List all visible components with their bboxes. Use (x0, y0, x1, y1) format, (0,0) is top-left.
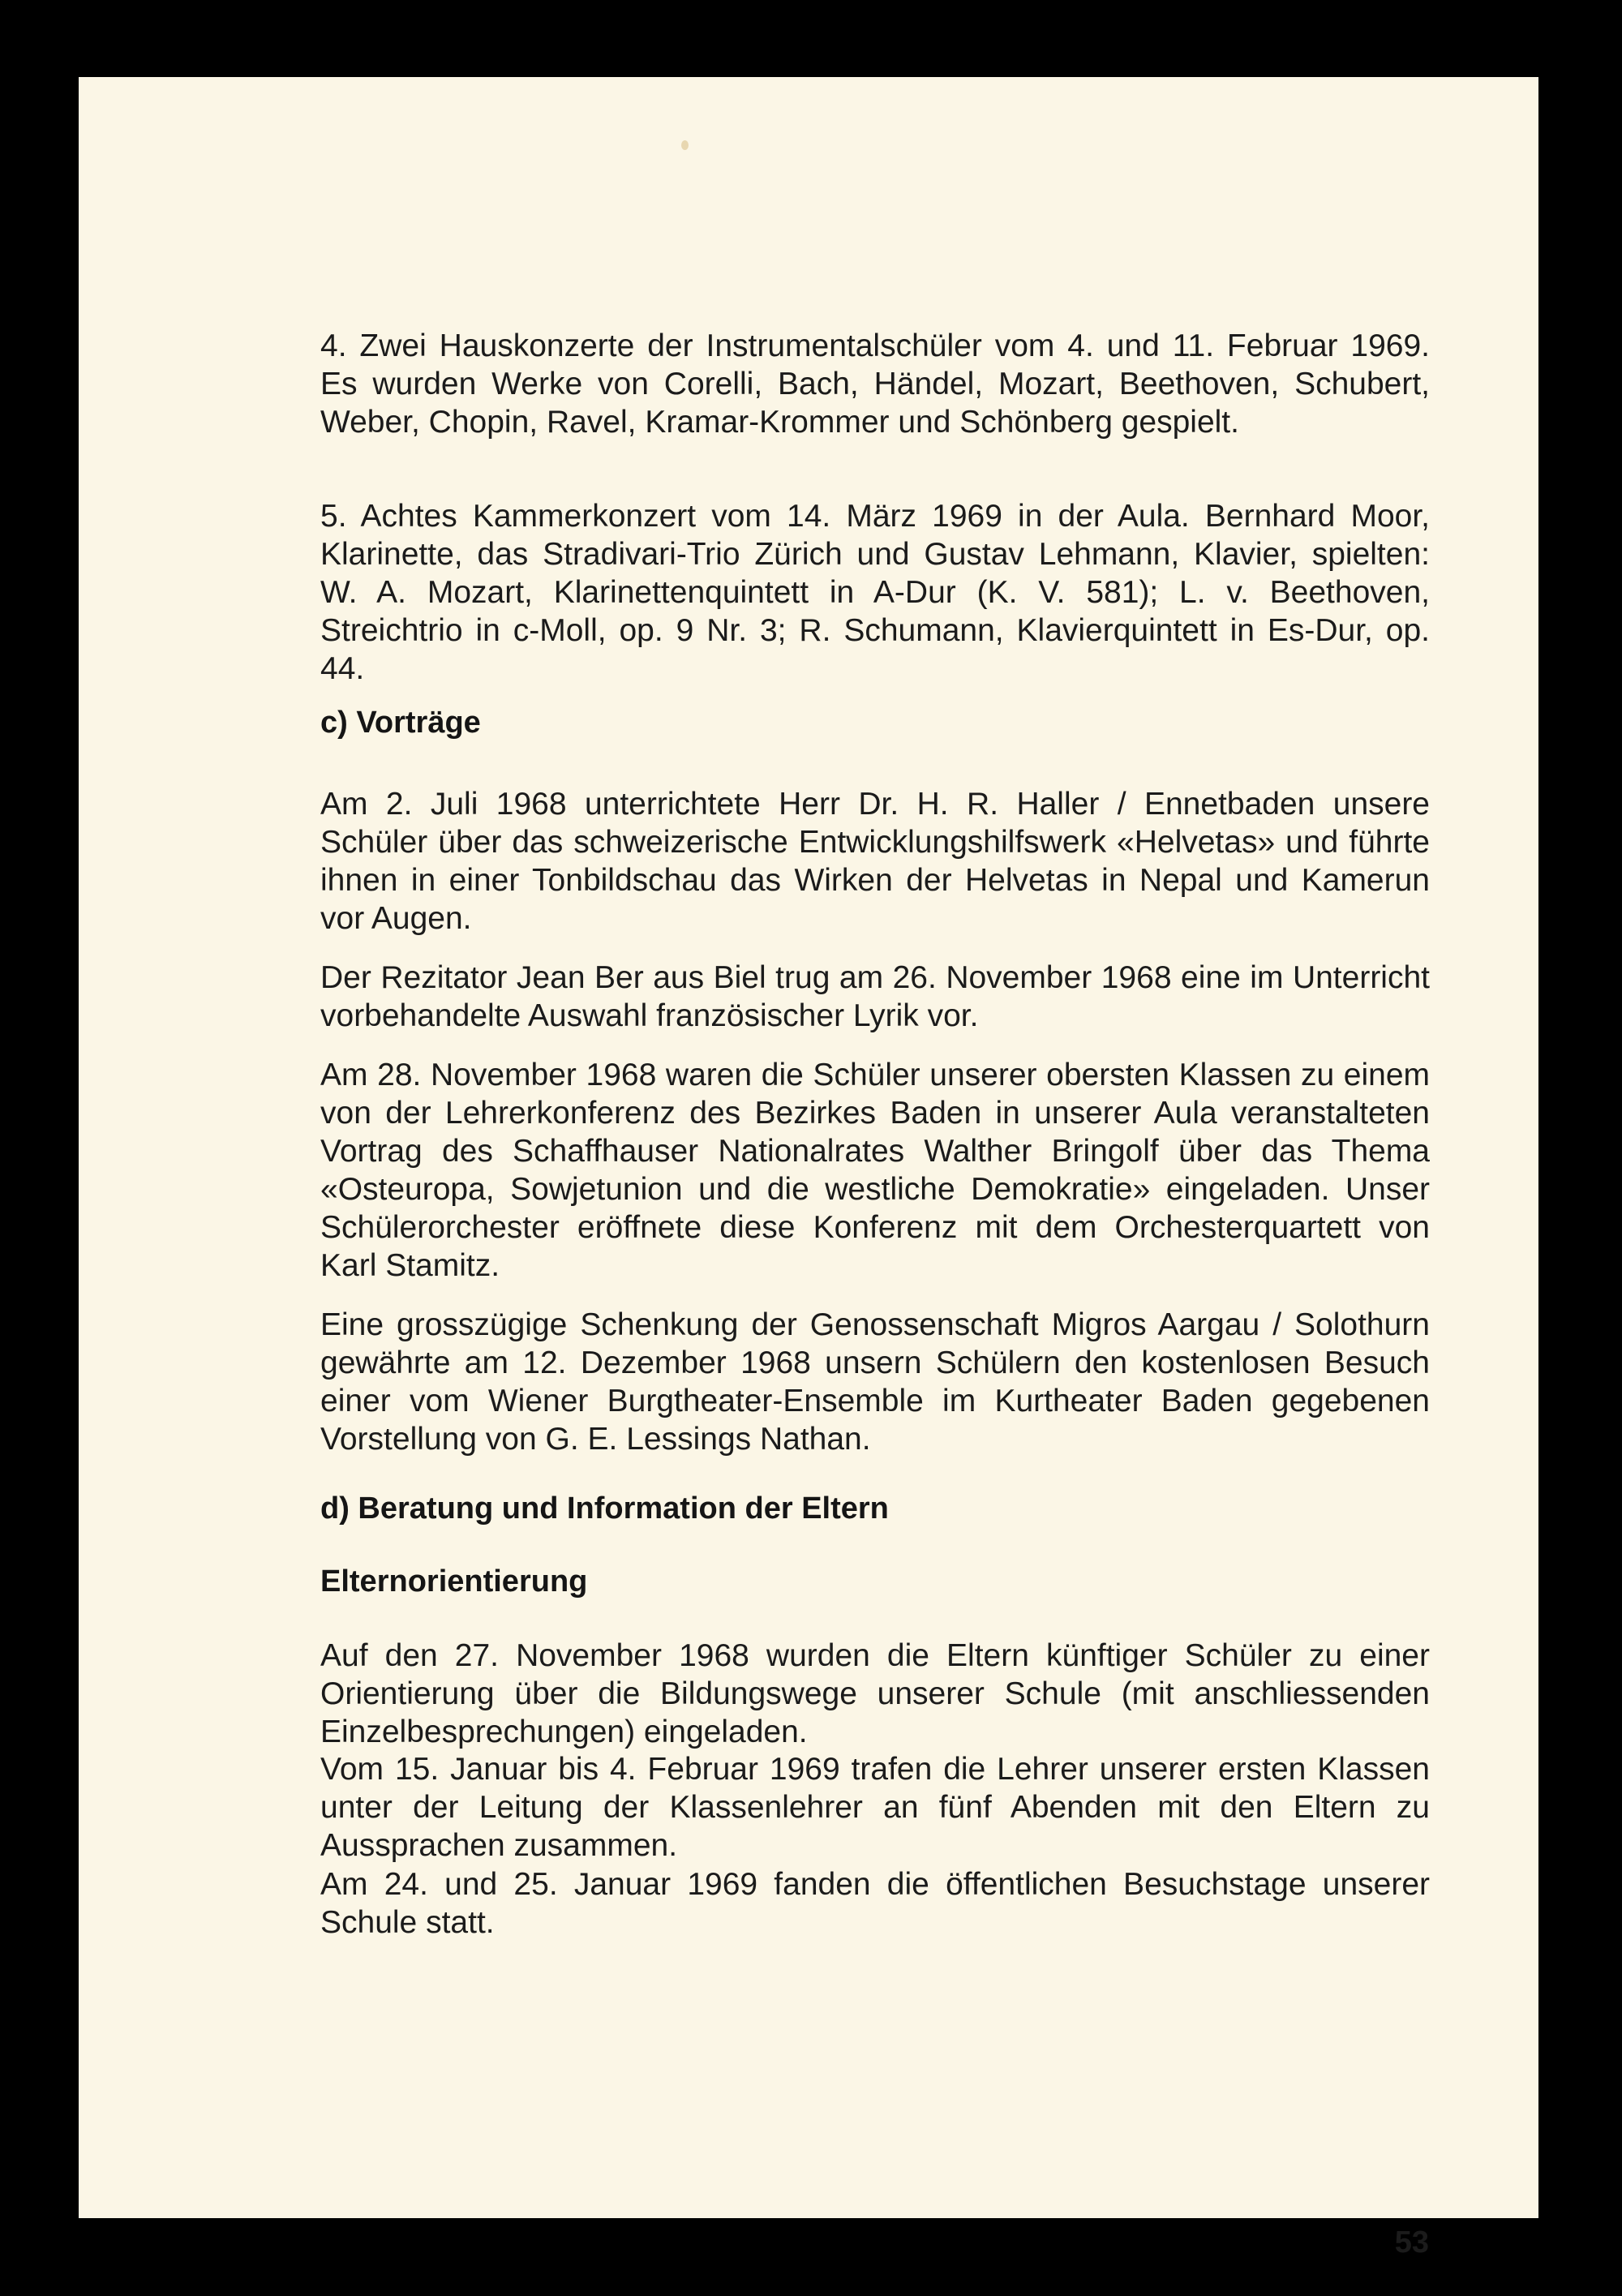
paragraph-vortrag-bringolf: Am 28. November 1968 waren die Schüler unserer obersten Klassen zu einem von der Lehrerkonferenz des Bezirkes Baden in unserer Aula veranstalteten Vortrag des Schaffhauser Nationalrates Walther Bringolf über das Thema «Osteuropa, Sowjetunion und die westliche Demokratie» eingeladen. Unser Schülerorchester eröffnete diese Konferenz mit dem Orchesterquartett von Karl Stamitz. (320, 1058, 1430, 1283)
subheading-elternorientierung: Elternorientierung (320, 1564, 588, 1599)
paragraph-vortrag-helvetas: Am 2. Juli 1968 unterrichtete Herr Dr. H. R. Haller / Ennetbaden unsere Schüler über das schweizerische Entwicklungshilfswerk «Helvetas» und führte ihnen in einer Tonbildschau das Wirken der Helvetas in Nepal und Kamerun vor Augen. (320, 787, 1430, 936)
document-page (79, 77, 1538, 2260)
paragraph-vortrag-rezitator: Der Rezitator Jean Ber aus Biel trug am 26. November 1968 eine im Unterricht vorbehandelte Auswahl französischer Lyrik vor. (320, 960, 1430, 1033)
section-heading-vortraege: c) Vorträge (320, 706, 481, 740)
paper-speck (681, 140, 689, 150)
paragraph-concerts-item-4: 4. Zwei Hauskonzerte der Instrumentalschüler vom 4. und 11. Februar 1969. Es wurden Werke von Corelli, Bach, Händel, Mozart, Beethoven, Schubert, Weber, Chopin, Ravel, Kramar-Krommer und Schönberg gespielt. (320, 328, 1430, 440)
paragraph-eltern-aussprachen: Vom 15. Januar bis 4. Februar 1969 trafen die Lehrer unserer ersten Klassen unter der Leitung der Klassenlehrer an fünf Abenden mit den Eltern zu Aussprachen zusammen. (320, 1752, 1430, 1863)
section-heading-beratung: d) Beratung und Information der Eltern (320, 1491, 889, 1526)
paragraph-concerts-item-5: 5. Achtes Kammerkonzert vom 14. März 1969 in der Aula. Bernhard Moor, Klarinette, das Stradivari-Trio Zürich und Gustav Lehmann, Klavier, spielten: W. A. Mozart, Klarinettenquintett in A-Dur (K. V. 581); L. v. Beethoven, Streichtrio in c-Moll, op. 9 Nr. 3; R. Schumann, Klavierquintett in Es-Dur, op. 44. (320, 499, 1430, 686)
paragraph-vortrag-schenkung: Eine grosszügige Schenkung der Genossenschaft Migros Aargau / Solothurn gewährte am 12. Dezember 1968 unsern Schülern den kostenlosen Besuch einer vom Wiener Burgtheater-Ensemble im Kurtheater Baden gegebenen Vorstellung von G. E. Lessings Nathan. (320, 1307, 1430, 1457)
paragraph-besuchstage: Am 24. und 25. Januar 1969 fanden die öffentlichen Besuchstage unserer Schule statt. (320, 1867, 1430, 1940)
paragraph-eltern-orientierung: Auf den 27. November 1968 wurden die Eltern künftiger Schüler zu einer Orientierung über die Bildungswege unserer Schule (mit anschliessenden Einzelbesprechungen) eingeladen. (320, 1638, 1430, 1749)
page-number: 53 (1394, 2225, 1429, 2260)
